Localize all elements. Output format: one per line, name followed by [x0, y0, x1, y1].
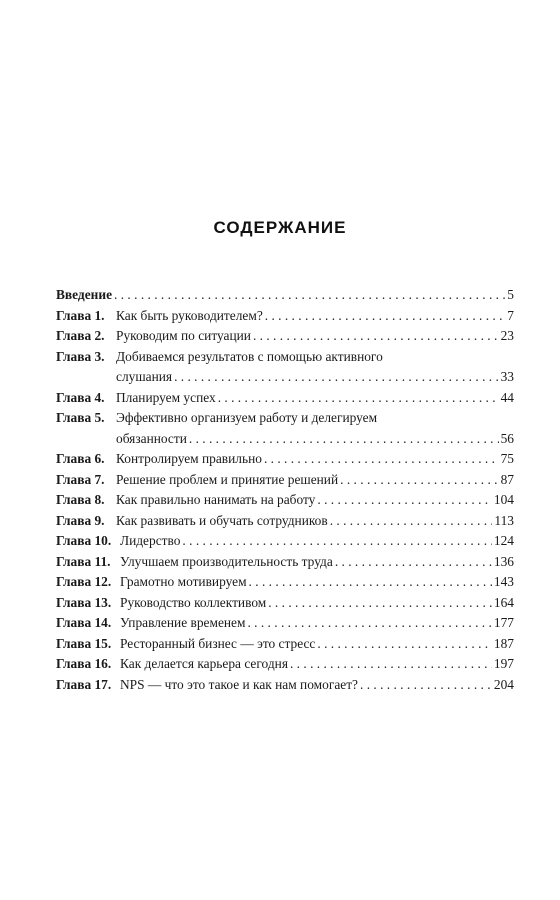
toc-entry-label: Глава 7. [56, 471, 105, 487]
toc-entry-label: Глава 17. [56, 676, 112, 692]
toc-entry-label: Глава 9. [56, 512, 105, 528]
toc-page-number: 75 [500, 451, 514, 466]
toc-entry-title: Руководим по ситуации [116, 328, 251, 343]
toc-entry-chapter-11 [56, 552, 514, 573]
toc-entry-title: Как делается карьера сегодня [120, 656, 288, 671]
toc-entry-label: Глава 14. [56, 615, 112, 630]
toc-page-number: 7 [507, 307, 514, 323]
toc-page-number: 177 [493, 615, 514, 630]
toc-entry-label: Глава 3. [56, 348, 105, 364]
toc-entry-label: Глава 4. [56, 389, 105, 405]
toc-entry-title: Грамотно мотивируем [120, 574, 247, 589]
toc-entry-chapter-3 [56, 347, 514, 388]
leader-dots [340, 470, 498, 491]
toc-page-number: 204 [493, 676, 514, 692]
toc-page-number: 187 [493, 635, 514, 651]
toc-entry-label: Глава 11. [56, 553, 111, 569]
toc-entry-chapter-7 [56, 470, 514, 491]
toc-entry-chapter-9 [56, 511, 514, 532]
toc-page-number: 87 [500, 471, 514, 487]
toc-entry-chapter-6 [56, 449, 514, 470]
toc-entry-label: Глава 16. [56, 656, 112, 671]
toc-entry-chapter-4 [56, 388, 514, 409]
leader-dots [253, 326, 499, 347]
leader-dots [317, 490, 492, 511]
table-of-contents [56, 285, 514, 695]
toc-entry-chapter-14 [56, 613, 514, 634]
toc-page-number: 104 [493, 492, 514, 507]
toc-entry-chapter-16 [56, 654, 514, 675]
toc-entry-title: слушания [116, 369, 173, 384]
leader-dots [330, 511, 493, 532]
toc-entry-label: Глава 13. [56, 594, 112, 610]
toc-entry-intro [56, 285, 514, 306]
leader-dots [360, 675, 492, 696]
toc-entry-title: Ресторанный бизнес — это стресс [120, 635, 316, 651]
toc-entry-label: Глава 1. [56, 307, 105, 323]
leader-dots [114, 285, 505, 306]
toc-entry-label: Введение [56, 287, 113, 302]
leader-dots [218, 388, 499, 409]
toc-entry-chapter-1 [56, 306, 514, 327]
leader-dots [174, 367, 499, 388]
leader-dots [335, 552, 492, 573]
toc-page-number: 113 [494, 512, 514, 528]
toc-entry-title: Руководство коллективом [120, 594, 267, 610]
toc-entry-label: Глава 10. [56, 533, 112, 548]
toc-entry-label: Глава 8. [56, 492, 105, 507]
toc-entry-label: Глава 12. [56, 574, 112, 589]
toc-entry-title-line1: Эффективно организуем работу и делегируем [116, 410, 378, 425]
leader-dots [268, 593, 492, 614]
toc-entry-title: Контролируем правильно [116, 451, 262, 466]
toc-page-number: 23 [500, 328, 514, 343]
toc-page-number: 143 [493, 574, 514, 589]
toc-entry-label: Глава 2. [56, 328, 105, 343]
page-title: СОДЕРЖАНИЕ [213, 218, 347, 237]
toc-entry-chapter-17 [56, 675, 514, 696]
toc-page-number: 5 [507, 287, 514, 302]
leader-dots [290, 654, 492, 675]
leader-dots [317, 634, 492, 655]
leader-dots [265, 306, 506, 327]
toc-entry-title: Лидерство [120, 533, 181, 548]
toc-entry-chapter-10 [56, 531, 514, 552]
toc-entry-label: Глава 15. [56, 635, 112, 651]
toc-entry-label: Глава 5. [56, 410, 105, 425]
toc-entry-chapter-8 [56, 490, 514, 511]
toc-entry-title: Как правильно нанимать на работу [116, 492, 316, 507]
leader-dots [249, 572, 492, 593]
toc-entry-chapter-13 [56, 593, 514, 614]
toc-entry-label: Глава 6. [56, 451, 105, 466]
toc-entry-title: Управление временем [120, 615, 246, 630]
leader-dots [182, 531, 491, 552]
leader-dots [247, 613, 491, 634]
toc-page-number: 56 [500, 430, 514, 446]
toc-page-number: 33 [500, 369, 514, 384]
toc-page-number: 197 [493, 656, 514, 671]
toc-entry-title: Улучшаем производительность труда [120, 553, 333, 569]
toc-entry-chapter-2 [56, 326, 514, 347]
toc-page-number: 164 [493, 594, 514, 610]
toc-entry-chapter-12 [56, 572, 514, 593]
toc-entry-title: Как развивать и обучать сотрудников [116, 512, 328, 528]
leader-dots [189, 429, 499, 450]
toc-page-number: 44 [500, 389, 514, 405]
toc-entry-title: обязанности [116, 430, 187, 446]
toc-entry-chapter-5 [56, 408, 514, 449]
toc-entry-title: Планируем успех [116, 389, 216, 405]
toc-page-number: 124 [493, 533, 514, 548]
toc-entry-title: Как быть руководителем? [116, 307, 263, 323]
toc-page-number: 136 [493, 553, 514, 569]
leader-dots [264, 449, 499, 470]
toc-entry-title-line1: Добиваемся результатов с помощью активного [116, 348, 383, 364]
toc-entry-chapter-15 [56, 634, 514, 655]
toc-entry-title: NPS — что это такое и как нам помогает? [120, 676, 358, 692]
toc-entry-title: Решение проблем и принятие решений [116, 471, 339, 487]
